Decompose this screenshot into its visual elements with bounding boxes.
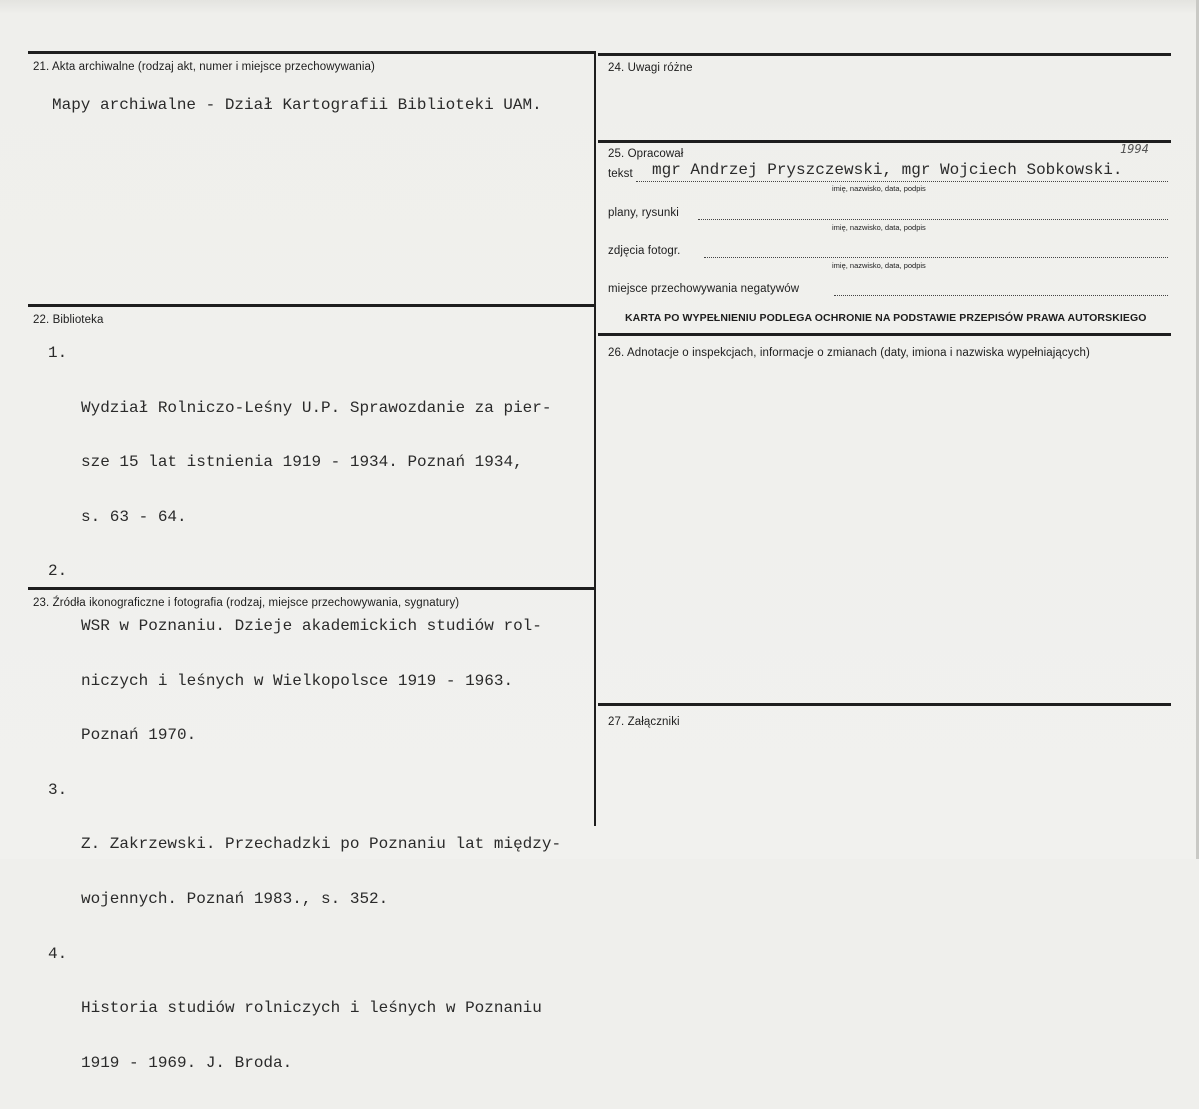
bibliography-line: Wydział Rolniczo-Leśny U.P. Sprawozdanie za pier- (81, 398, 552, 417)
field-22-label: 22. Biblioteka (33, 314, 104, 326)
plany-caption: imię, nazwisko, data, podpis (832, 223, 926, 232)
bibliography-item-number: 4. (48, 944, 68, 963)
handwritten-year: 1994 (1120, 142, 1149, 156)
bibliography-line: s. 63 - 64. (81, 507, 187, 526)
top-rule-left (28, 51, 594, 54)
miejsce-negatywow-label: miejsce przechowywania negatywów (608, 283, 800, 295)
field-21-label: 21. Akta archiwalne (rodzaj akt, numer i miejsce przechowywania) (33, 61, 375, 73)
bibliography-line: sze 15 lat istnienia 1919 - 1934. Poznań 1934, (81, 453, 523, 472)
bibliography-item-number: 1. (48, 344, 68, 362)
field-25-label: 25. Opracował (608, 148, 684, 160)
field-24-label: 24. Uwagi różne (608, 62, 693, 74)
top-rule-right (598, 53, 1171, 56)
bibliography-line: WSR w Poznaniu. Dzieje akademickich studiów rol- (81, 617, 542, 636)
zdjecia-caption: imię, nazwisko, data, podpis (832, 261, 926, 270)
rule-left-22 (28, 304, 594, 307)
tekst-label: tekst (608, 168, 633, 180)
bibliography-line: Z. Zakrzewski. Przechadzki po Poznaniu lat między- (81, 835, 562, 854)
bibliography-line: Poznań 1970. (81, 726, 197, 745)
field-26-label: 26. Adnotacje o inspekcjach, informacje o zmianach (daty, imiona i nazwiska wypełniających) (608, 347, 1090, 359)
miejsce-dotted-line (834, 295, 1168, 296)
bibliography-line: niczych i leśnych w Wielkopolsce 1919 - 1963. (81, 671, 514, 690)
bibliography-item (48, 562, 561, 780)
plany-dotted-line (698, 219, 1168, 220)
plany-rysunki-label: plany, rysunki (608, 207, 679, 219)
bibliography-item (48, 344, 561, 562)
bibliography-item (48, 781, 561, 945)
tekst-caption: imię, nazwisko, data, podpis (832, 184, 926, 193)
field-21-value: Mapy archiwalne - Dział Kartografii Biblioteki UAM. (52, 96, 542, 114)
copyright-notice: KARTA PO WYPEŁNIENIU PODLEGA OCHRONIE NA PODSTAWIE PRZEPISÓW PRAWA AUTORSKIEGO (625, 312, 1147, 324)
rule-right-25 (598, 140, 1171, 143)
rule-right-26 (598, 333, 1171, 336)
rule-right-27 (598, 703, 1171, 706)
zdjecia-dotted-line (704, 257, 1168, 258)
bibliography-line: 1919 - 1969. J. Broda. (81, 1053, 293, 1072)
vertical-divider (594, 51, 596, 826)
zdjecia-label: zdjęcia fotogr. (608, 245, 681, 257)
bibliography-line: wojennych. Poznań 1983., s. 352. (81, 890, 389, 909)
tekst-dotted-line (636, 181, 1168, 182)
tekst-value: mgr Andrzej Pryszczewski, mgr Wojciech Sobkowski. (652, 161, 1123, 179)
field-23-label: 23. Źródła ikonograficzne i fotografia (rodzaj, miejsce przechowywania, sygnatury) (33, 597, 460, 609)
bibliography-item-number: 2. (48, 562, 68, 581)
bibliography-item (48, 945, 561, 1109)
field-27-label: 27. Załączniki (608, 716, 680, 728)
bibliography-list (48, 344, 561, 1109)
bibliography-item-number: 3. (48, 780, 68, 799)
bibliography-line: Historia studiów rolniczych i leśnych w Poznaniu (81, 999, 542, 1018)
